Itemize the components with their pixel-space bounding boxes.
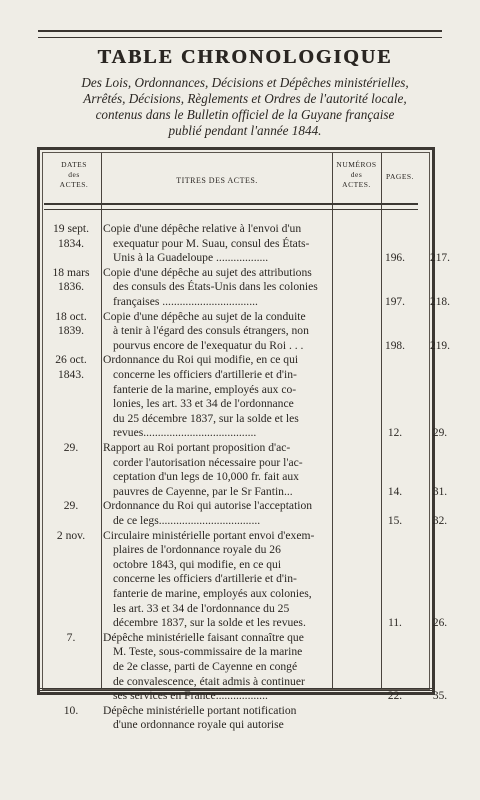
column-header-numeros: [332, 160, 381, 190]
entry-title: [103, 441, 372, 499]
entry-date: [44, 441, 98, 470]
entry-date: [44, 353, 98, 382]
title-line: du 25 décembre 1837, sur la solde et les: [113, 411, 299, 425]
entry-page: 35.: [432, 690, 448, 703]
date-line: 29.: [63, 499, 79, 513]
title-line: concerne les officiers d'artillerie et d'in-: [113, 572, 297, 586]
date-line: [44, 718, 98, 733]
heading: [30, 46, 460, 139]
title-line: ceptation d'un legs de 10,000 fr. fait aux: [113, 470, 299, 484]
title-line: Copie d'une dépêche au sujet des attributions: [103, 265, 312, 279]
subtitle: [30, 75, 460, 139]
title-line: françaises .................................: [113, 294, 258, 308]
entry-title: [103, 353, 372, 441]
date-line: [44, 543, 98, 558]
entry-date: [44, 631, 98, 660]
title-line: pourvus encore de l'exequatur du Roi . . .: [113, 338, 304, 352]
column-divider: [101, 153, 102, 688]
entry-numero: 14.: [387, 485, 403, 498]
title-line: Copie d'une dépêche au sujet de la conduite: [103, 309, 306, 323]
title-line: plaires de l'ordonnance royale du 26: [113, 543, 281, 557]
entry-title: [103, 266, 372, 310]
date-line: [44, 456, 98, 471]
entry-page: 218.: [430, 295, 450, 308]
title-line: de 2e classe, parti de Cayenne en congé: [113, 659, 298, 673]
date-line: 26 oct.: [55, 353, 87, 367]
entry-page: 217.: [430, 252, 450, 265]
subtitle-line: publié pendant l'année 1844.: [168, 123, 322, 138]
entry-date: [44, 266, 98, 295]
date-line: 1836.: [57, 280, 85, 294]
date-line: [44, 645, 98, 660]
subtitle-line: Arrêtés, Décisions, Règlements et Ordres de l'autorité locale,: [83, 91, 407, 106]
title-line: décembre 1837, sur la solde et les revues.: [113, 616, 306, 630]
entry-date: [44, 499, 98, 528]
header-text: DATES: [61, 160, 87, 169]
title-line: Copie d'une dépêche relative à l'envoi d'un: [103, 222, 302, 235]
entry-title: [103, 499, 372, 528]
entry-page: 32.: [432, 514, 448, 527]
column-divider: [381, 153, 382, 688]
title-line: pauvres de Cayenne, par le Sr Fantin...: [113, 484, 293, 498]
header-text: des: [68, 170, 80, 179]
header-text: ACTES.: [59, 180, 89, 189]
date-line: 10.: [63, 703, 79, 717]
entry-date: [44, 529, 98, 558]
entry-page: 219.: [430, 339, 450, 352]
title-line: Ordonnance du Roi qui autorise l'acceptation: [103, 499, 313, 513]
header-rule: [44, 203, 418, 210]
title-line: Dépêche ministérielle faisant connaître que: [103, 630, 304, 644]
date-line: 18 mars: [52, 265, 90, 279]
title-line: exequatur pour M. Suau, consul des États-: [113, 236, 310, 250]
date-line: 7.: [66, 630, 76, 644]
title-line: fanterie de la marine, employés aux co-: [113, 382, 297, 396]
entry-numero: 22.: [387, 690, 403, 703]
title-line: octobre 1843, qui modifie, en ce qui: [113, 557, 282, 571]
entry-numero: 197.: [385, 295, 405, 308]
title-line: les art. 33 et 34 de l'ordonnance du 25: [113, 601, 290, 615]
title-line: fanterie de marine, employés aux colonies,: [113, 586, 312, 600]
entry-numero: 198.: [385, 339, 405, 352]
entry-numero: 12.: [387, 427, 403, 440]
page-title: TABLE CHRONOLOGIQUE: [97, 46, 393, 68]
title-line: Ordonnance du Roi qui modifie, en ce qui: [103, 353, 299, 367]
title-line: d'une ordonnance royale qui autorise: [113, 718, 284, 732]
entry-title: [103, 704, 372, 733]
date-line: 19 sept.: [52, 222, 90, 235]
title-line: de ce legs...................................: [113, 513, 261, 527]
subtitle-line: Des Lois, Ordonnances, Décisions et Dépêches ministérielles,: [81, 75, 409, 90]
title-line: Unis à la Guadeloupe ..................: [113, 251, 269, 265]
title-line: lonies, les art. 33 et 34 de l'ordonnance: [113, 397, 294, 411]
entry-page: 26.: [432, 617, 448, 630]
date-line: 29.: [63, 441, 79, 454]
title-line: des consuls des États-Unis dans les colonies: [113, 280, 318, 294]
top-rule: [38, 30, 442, 38]
column-header-dates: [48, 160, 100, 190]
column-header-titles: TITRES DES ACTES.: [176, 176, 258, 185]
entry-title: [103, 310, 372, 354]
date-line: [44, 514, 98, 529]
entry-numero: 196.: [385, 252, 405, 265]
entry-title: [103, 222, 372, 266]
date-line: 2 nov.: [56, 528, 86, 542]
entry-date: [44, 704, 98, 733]
date-line: 18 oct.: [55, 309, 87, 323]
column-header-pages: PAGES.: [386, 172, 414, 181]
title-line: revues.......................................: [113, 426, 257, 440]
entry-date: [44, 222, 98, 251]
header-text: des: [350, 170, 363, 179]
title-line: Rapport au Roi portant proposition d'ac-: [103, 441, 291, 454]
entry-numero: 15.: [387, 514, 403, 527]
bottom-rule: [37, 688, 435, 697]
header-text: ACTES.: [342, 180, 371, 189]
title-line: corder l'autorisation nécessaire pour l'ac-: [113, 455, 303, 469]
title-line: de convalescence, était admis à continuer: [113, 674, 305, 688]
entry-page: 31.: [432, 485, 448, 498]
entry-numero: 11.: [388, 617, 402, 630]
entry-page: 29.: [432, 427, 448, 440]
header-text: NUMÉROS: [336, 160, 377, 169]
date-line: 1834.: [57, 236, 85, 250]
subtitle-line: contenus dans le Bulletin officiel de la Guyane française: [95, 107, 395, 122]
title-line: ses services en France..................: [113, 689, 268, 703]
title-line: M. Teste, sous-commissaire de la marine: [113, 645, 303, 659]
title-line: à tenir à l'égard des consuls étrangers, non: [113, 324, 309, 338]
title-line: Circulaire ministérielle portant envoi d'exem-: [103, 528, 315, 542]
entry-date: [44, 310, 98, 339]
entry-title: [103, 529, 372, 631]
title-line: Dépêche ministérielle portant notification: [103, 703, 297, 717]
title-line: concerne les officiers d'artillerie et d'in-: [113, 367, 297, 381]
date-line: 1839.: [57, 324, 85, 338]
date-line: 1843.: [57, 367, 85, 381]
